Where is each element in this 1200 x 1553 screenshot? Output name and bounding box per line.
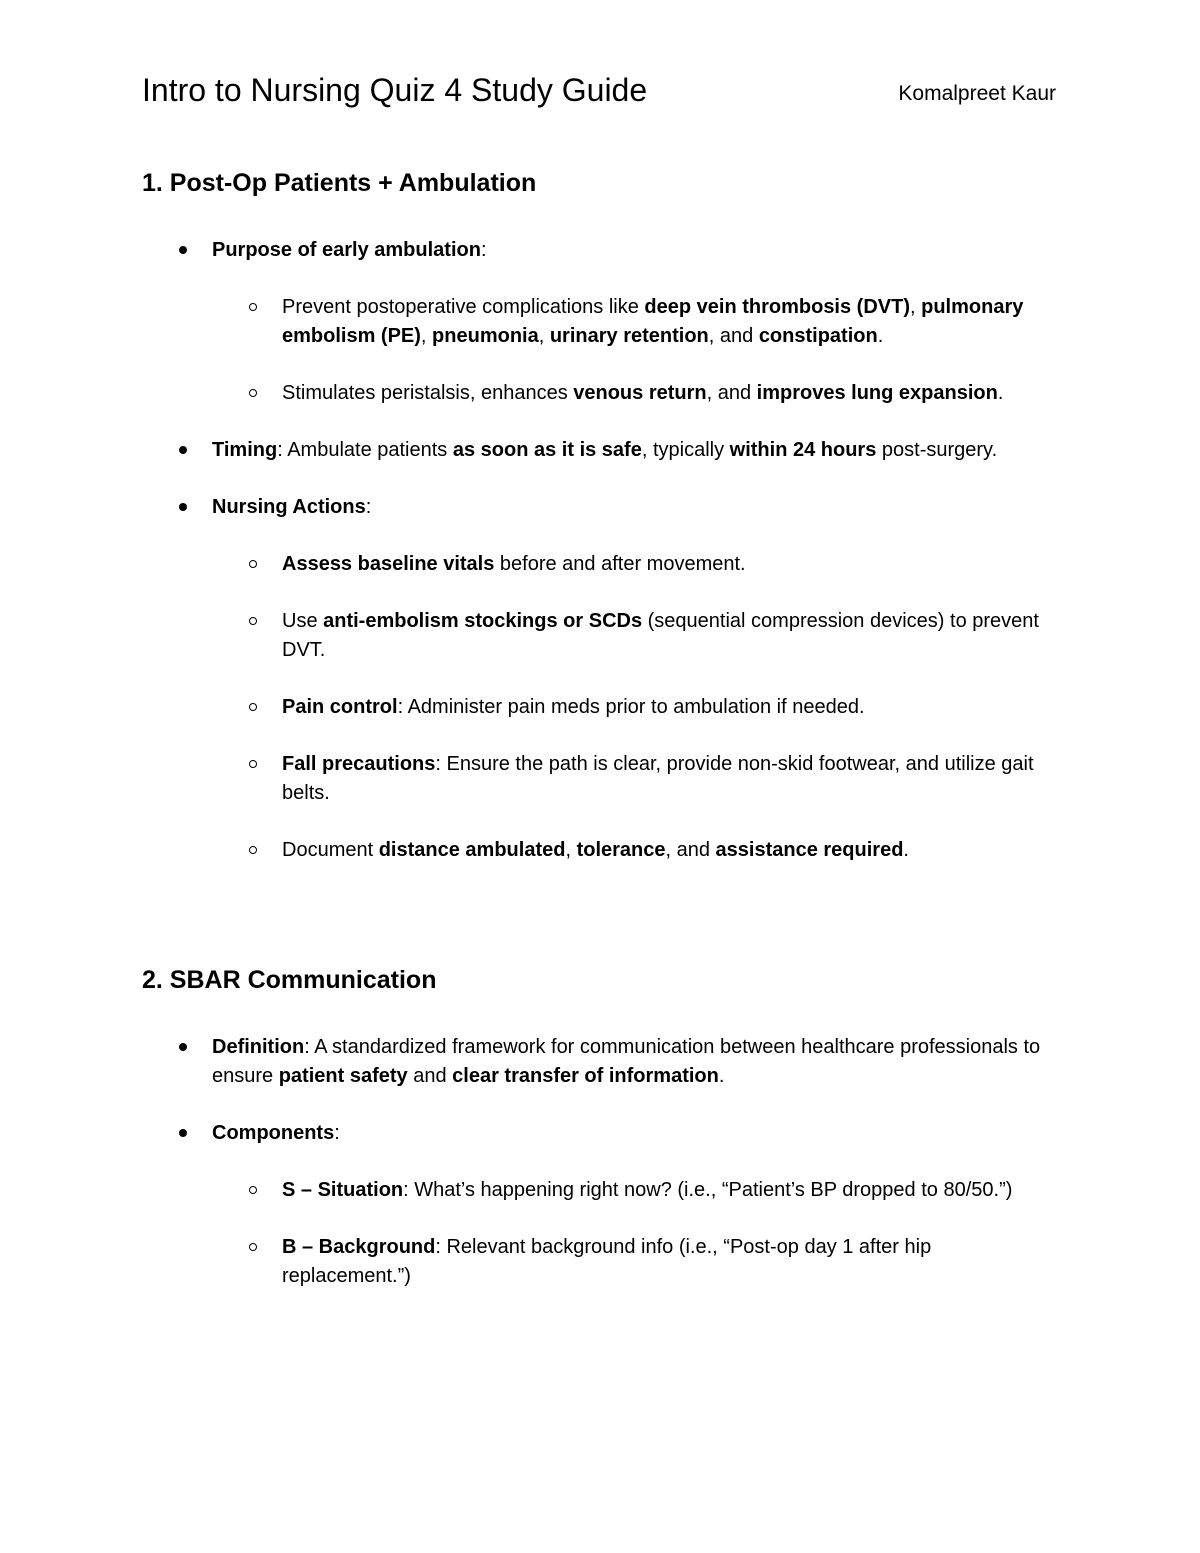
bullet-timing: Timing: Ambulate patients as soon as it is safe, typically within 24 hours post-surgery.	[212, 436, 1062, 465]
sub-bullet-vitals: Assess baseline vitals before and after movement.	[282, 550, 1062, 579]
sub-bullet-stockings: Use anti-embolism stockings or SCDs (sequential compression devices) to prevent DVT.	[282, 607, 1062, 665]
document-header	[142, 70, 1056, 114]
section-heading: 2. SBAR Communication	[142, 966, 437, 994]
sub-bullet-document: Document distance ambulated, tolerance, and assistance required.	[282, 836, 1062, 865]
section-post-op-ambulation	[142, 168, 1062, 865]
sub-bullet-pain-control: Pain control: Administer pain meds prior to ambulation if needed.	[282, 693, 1062, 722]
section-heading: 1. Post-Op Patients + Ambulation	[142, 169, 537, 197]
bullet-purpose: Purpose of early ambulation:	[212, 236, 1062, 265]
bullet-nursing-actions: Nursing Actions:	[212, 493, 1062, 522]
bullet-label: Purpose of early ambulation	[212, 239, 481, 261]
sub-bullet-peristalsis: Stimulates peristalsis, enhances venous return, and improves lung expansion.	[282, 379, 1062, 408]
sub-bullet-complications: Prevent postoperative complications like deep vein thrombosis (DVT), pulmonary embolism (PE), pneumonia, urinary retention, and constipation.	[282, 293, 1062, 351]
sub-bullet-background: B – Background: Relevant background info (i.e., “Post-op day 1 after hip replacement.”)	[282, 1233, 1062, 1291]
sub-bullet-fall-precautions: Fall precautions: Ensure the path is clear, provide non-skid footwear, and utilize gait belts.	[282, 750, 1062, 808]
section-sbar-communication	[142, 965, 1062, 1291]
bullet-components: Components:	[212, 1119, 1062, 1148]
document-title: Intro to Nursing Quiz 4 Study Guide	[142, 72, 648, 108]
sub-bullet-situation: S – Situation: What’s happening right now? (i.e., “Patient’s BP dropped to 80/50.”)	[282, 1176, 1062, 1205]
bullet-definition: Definition: A standardized framework for communication between healthcare professionals to ensure patient safety and clear transfer of information.	[212, 1033, 1062, 1091]
author-name: Komalpreet Kaur	[898, 82, 1056, 105]
